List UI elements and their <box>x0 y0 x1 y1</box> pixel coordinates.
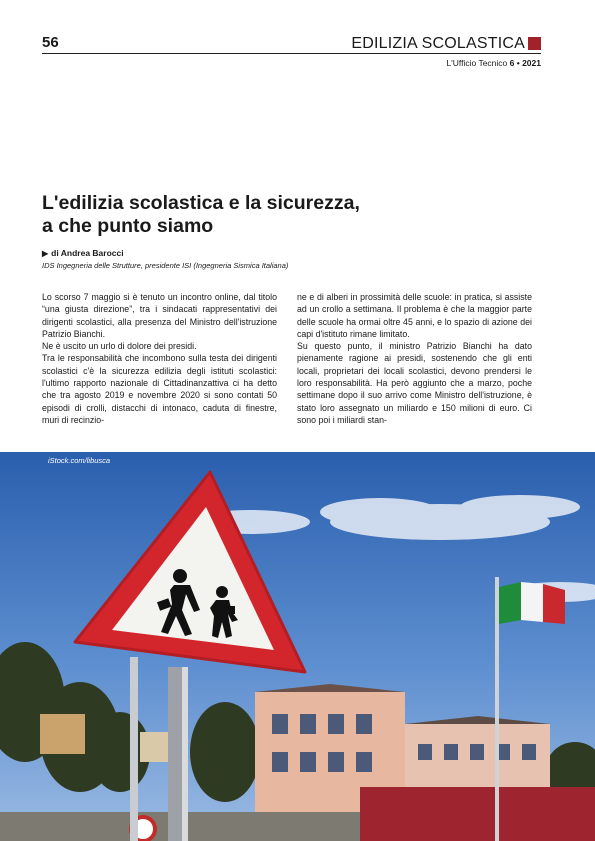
arrow-right-icon: ▶ <box>42 249 49 258</box>
byline <box>42 248 124 258</box>
article-title-line2: a che punto siamo <box>42 215 214 237</box>
paragraph: Ne è uscito un urlo di dolore dei presidi. <box>42 341 197 352</box>
school-warning-sign-photo <box>0 452 595 841</box>
issue-line <box>446 58 541 68</box>
issue-number: 6 • 2021 <box>509 58 541 68</box>
paragraph: Su questo punto, il ministro Patrizio Bianchi ha dato pienamente ragione ai presidi, sostenendo che gli enti locali, proprietari dei locali scolastici, devono prendersi le loro responsabilità. Ha però aggiunto che a marzo, poche settimane dopo il suo arrivo come Ministro dell'istruzione, è stato loro assegnato un miliardo e 150 milioni di euro. Ci sono poi i miliardi stan- <box>297 341 532 425</box>
section-square <box>528 37 541 50</box>
header-rule <box>42 53 541 54</box>
paragraph: ne e di alberi in prossimità delle scuole: in pratica, si assiste ad un crollo a settimana. Il problema è che la maggior parte delle scuole ha ormai oltre 45 anni, e lo spazio di azione dei capi d'istituto rimane limitato. <box>297 292 532 339</box>
page-number: 56 <box>42 34 59 51</box>
body-column-right <box>297 291 532 426</box>
article-title <box>42 192 462 238</box>
photo-credit: iStock.com/libusca <box>48 456 111 465</box>
section-title: EDILIZIA SCOLASTICA <box>351 35 525 52</box>
article-title-line1: L'edilizia scolastica e la sicurezza, <box>42 192 360 214</box>
body-column-left <box>42 291 277 426</box>
author-affiliation: IDS Ingegneria delle Strutture, presidente ISI (Ingegneria Sismica Italiana) <box>42 261 289 270</box>
paragraph: Tra le responsabilità che incombono sulla testa dei dirigenti scolastici c'è la sicurezza edilizia degli istituti scolastici: l'ultimo rapporto nazionale di Cittadinanzattiva ci ha detto che tra agosto 2019 e novembre 2020 si sono contati 50 episodi di crolli, distacchi di intonaco, caduta di finestre, muri di recinzio- <box>42 353 277 425</box>
article-photo <box>0 452 595 841</box>
paragraph: Lo scorso 7 maggio si è tenuto un incontro online, dal titolo “una giusta direzione”, tra i sindacati rappresentativi dei dirigenti scolastici, alla presenza del Ministro dell'istruzione Patrizio Bianchi. <box>42 292 277 339</box>
author-name: di Andrea Barocci <box>51 248 124 258</box>
magazine-name: L'Ufficio Tecnico <box>446 58 508 68</box>
